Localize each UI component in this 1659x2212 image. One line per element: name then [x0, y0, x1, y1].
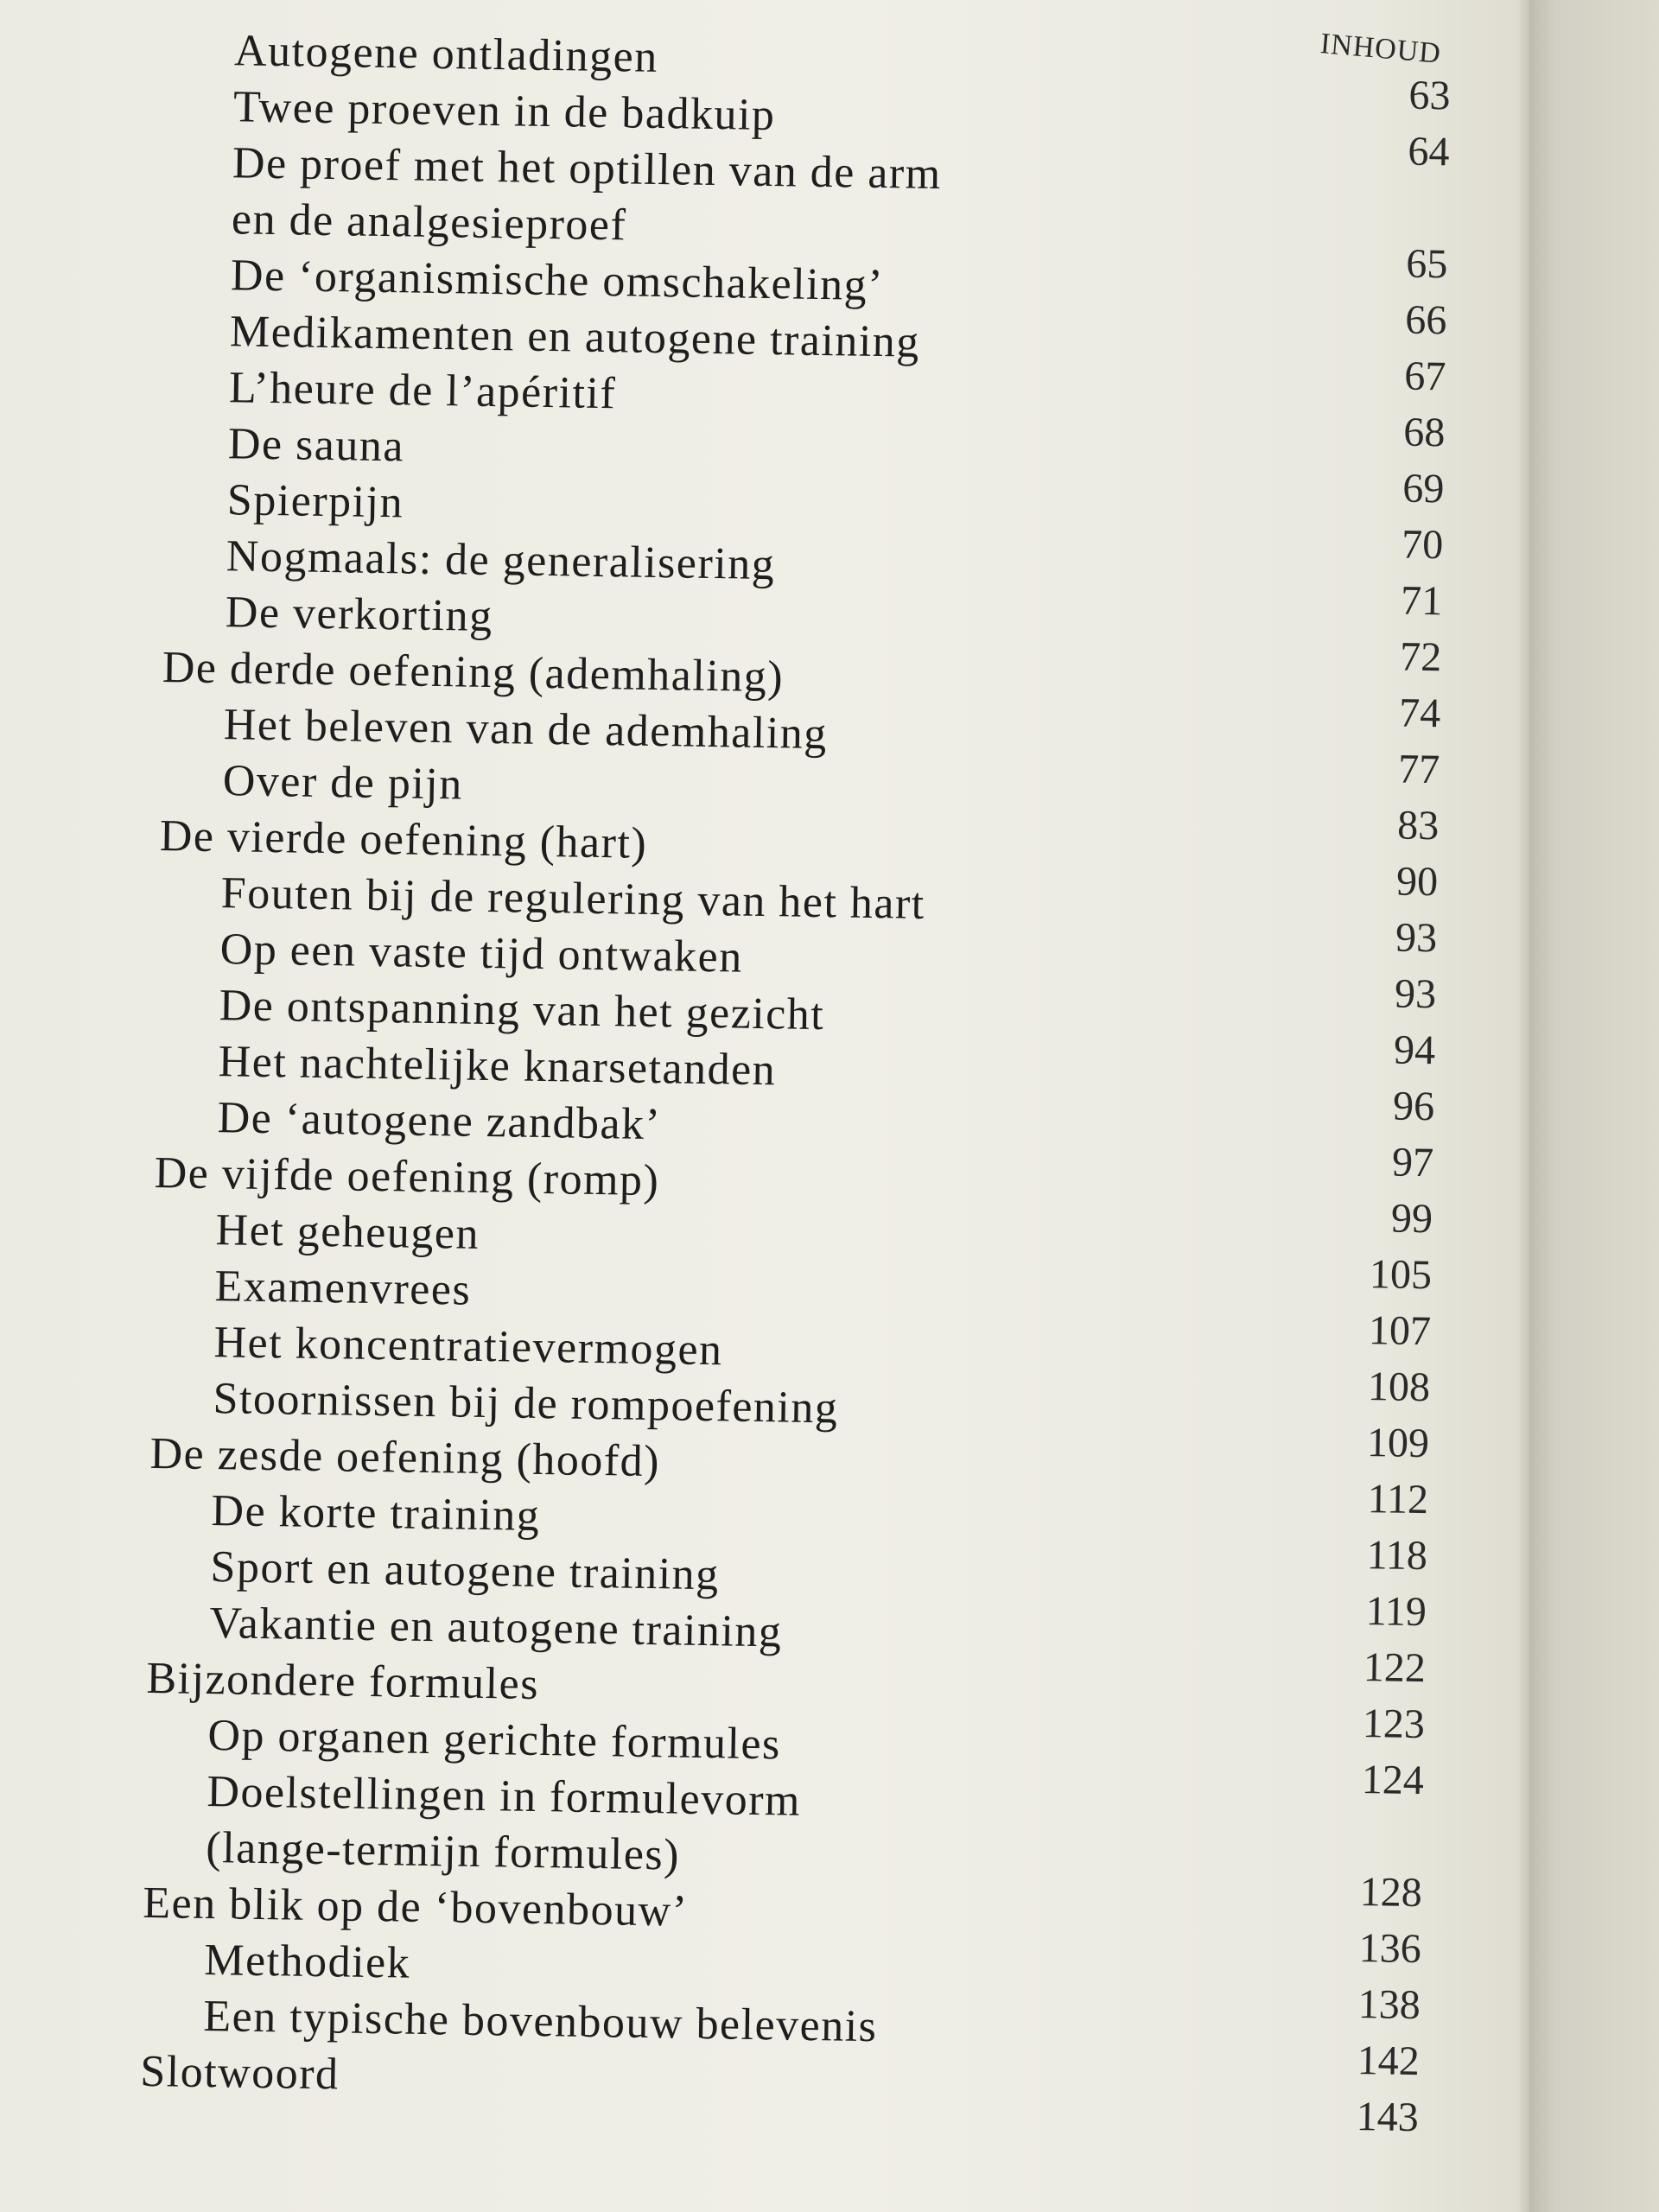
toc-entry-title: Een blik op de ‘bovenbouw’ [142, 1878, 689, 1936]
toc-entry-title: Slotwoord [139, 2046, 340, 2100]
toc-entry-page-number: 136 [1358, 1924, 1422, 1973]
toc-entry-title: De verkorting [225, 588, 494, 642]
toc-entry-title: Sport en autogene training [210, 1542, 721, 1600]
toc-entry-page-number: 138 [1357, 1980, 1421, 2029]
toc-entry-page-number: 123 [1362, 1700, 1426, 1748]
toc-entry-title: Examenvrees [214, 1262, 472, 1315]
toc-entry-page-number: 128 [1359, 1868, 1423, 1916]
toc-entry-title: De vierde oefening (hart) [159, 811, 648, 868]
toc-entry-title: Een typische bovenbouw belevenis [202, 1991, 878, 2052]
toc-entry-title: Doelstellingen in formulevorm [207, 1767, 802, 1826]
toc-entry-page-number: 122 [1363, 1644, 1427, 1692]
toc-entry-page-number: 93 [1394, 970, 1437, 1018]
toc-entry-page-number: 97 [1391, 1139, 1434, 1186]
toc-entry-title: Twee proeven in de badkuip [232, 82, 776, 141]
toc-entry-title: De sauna [227, 419, 405, 472]
toc-entry-title: Het koncentratievermogen [213, 1318, 723, 1376]
toc-entry-title: Methodiek [203, 1935, 411, 1988]
toc-entry-page-number: 94 [1393, 1027, 1436, 1074]
toc-entry-title: Fouten bij de regulering van het hart [220, 868, 926, 929]
toc-entry-page-number: 90 [1395, 858, 1439, 906]
toc-entry-title: Vakantie en autogene training [209, 1599, 783, 1657]
toc-entry-title: De proef met het optillen van de arm [232, 138, 943, 200]
toc-entry-page-number: 105 [1369, 1251, 1433, 1299]
toc-entry-title: Nogmaals: de generalisering [226, 531, 776, 590]
toc-entry-page-number: 71 [1400, 577, 1443, 625]
toc-entry-title: De zesde oefening (hoofd) [149, 1428, 661, 1487]
toc-entry-title: Spierpijn [226, 475, 404, 528]
toc-entry-title: Het beleven van de ademhaling [223, 700, 829, 760]
toc-entry-page-number: 66 [1404, 296, 1447, 344]
toc-entry-title: Autogene ontladingen [233, 26, 659, 82]
toc-entry-title: De ‘organismische omschakeling’ [230, 251, 885, 311]
toc-entry-page-number: 63 [1408, 72, 1451, 119]
toc-entry-title: (lange-termijn formules) [205, 1823, 681, 1880]
toc-entry-title: Op organen gerichte formules [207, 1711, 782, 1770]
toc-entry-page-number: 68 [1402, 409, 1446, 456]
toc-entry-page-number: 77 [1397, 746, 1440, 793]
toc-entry-title: Het nachtelijke knarsetanden [218, 1037, 777, 1096]
toc-entry-page-number: 64 [1408, 128, 1450, 175]
toc-entry-page-number: 65 [1405, 240, 1448, 288]
toc-entry-title: Medikamenten en autogene training [229, 307, 921, 367]
toc-entry-page-number: 107 [1368, 1307, 1432, 1355]
toc-entry-page-number: 96 [1392, 1083, 1435, 1130]
toc-entry-title: Bijzondere formules [146, 1653, 540, 1710]
toc-entry-page-number: 74 [1398, 690, 1441, 737]
toc-entry-page-number: 99 [1390, 1195, 1433, 1243]
toc-entry-page-number: 118 [1366, 1532, 1428, 1580]
toc-entry-title: en de analgesieproef [231, 194, 627, 251]
toc-entry-page-number: 83 [1396, 802, 1440, 849]
toc-entry-title: De derde oefening (ademhaling) [162, 643, 785, 702]
toc-entry-page-number: 70 [1401, 521, 1444, 569]
toc-entry-title: De ontspanning van het gezicht [219, 981, 825, 1040]
toc-entry-page-number: 143 [1356, 2093, 1420, 2141]
toc-entry-title: Stoornissen bij de rompoefening [213, 1374, 839, 1433]
toc-entry-title: De korte training [211, 1486, 541, 1541]
toc-entry-page-number: 142 [1357, 2037, 1421, 2085]
toc-entry-title: Het geheugen [215, 1205, 480, 1259]
toc-entry-title: Op een vaste tijd ontwaken [219, 925, 744, 982]
toc-entry-page-number: 72 [1399, 633, 1442, 681]
toc-entry-page-number: 124 [1361, 1757, 1425, 1804]
running-head: INHOUD [1319, 28, 1443, 70]
toc-entry-page-number: 69 [1402, 465, 1445, 512]
toc-entry-page-number: 93 [1395, 914, 1438, 962]
toc-entry-title: De ‘autogene zandbak’ [217, 1093, 662, 1150]
toc-entry-title: De vijfde oefening (romp) [154, 1147, 660, 1206]
toc-entry-page-number: 67 [1403, 353, 1446, 400]
toc-entry-page-number: 112 [1367, 1476, 1429, 1523]
toc-entry-title: L’heure de l’apéritif [228, 363, 617, 419]
toc-entry-page-number: 119 [1365, 1588, 1427, 1636]
adjacent-page-edge [1529, 0, 1659, 2212]
toc-entries [139, 22, 1452, 2141]
toc-entry-page-number: 108 [1367, 1363, 1431, 1411]
toc-entry-page-number: 109 [1366, 1420, 1430, 1467]
toc-entry-title: Over de pijn [222, 756, 464, 810]
